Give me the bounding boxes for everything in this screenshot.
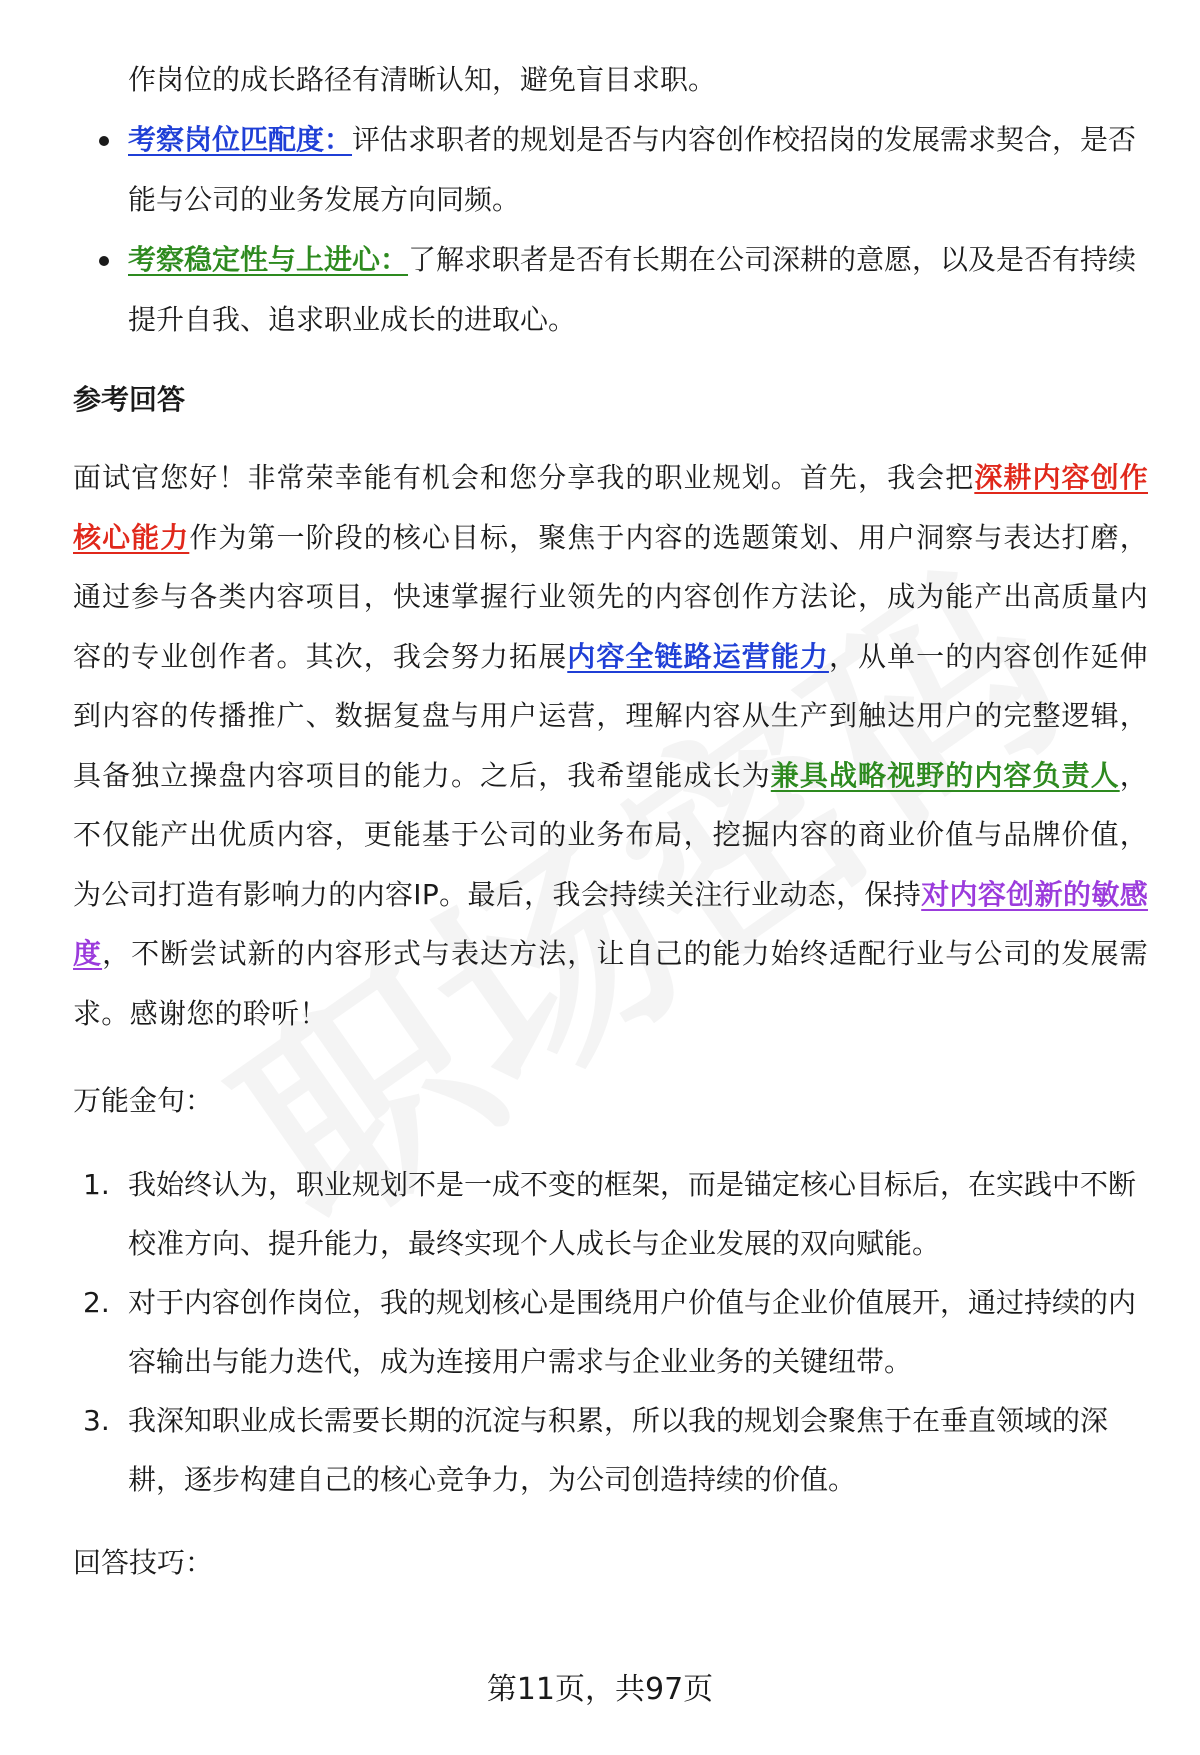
bullet-dot-icon [99,136,109,146]
tips-label: 回答技巧： [73,1546,214,1579]
document-body [73,50,1148,1593]
continuation-text: 作岗位的成长路径有清晰认知，避免盲目求职。 [128,63,717,96]
section-title: 参考回答 [73,383,186,416]
bullet-dot-icon [99,256,109,266]
list-item [73,230,1148,350]
golden-sentences-list [73,1155,1148,1509]
highlight-leader: 兼具战略视野的内容负责人 [770,758,1120,792]
list-item-text: 对于内容创作岗位，我的规划核心是围绕用户价值与企业价值展开，通过持续的内容输出与能力迭代，成为连接用户需求与企业业务的关键纽带。 [128,1286,1137,1378]
highlight-operation-ability: 内容全链路运营能力 [567,639,829,673]
reference-answer [73,448,1148,1043]
answer-text: 作为第一阶段的核心目标，聚焦于内容的选题策划、用户洞察与表达打磨，通过参与各类内容项目，快速掌握行业领先的内容创作方法论，成为能产出高质量内容的专业创作者。其次，我会努力拓展 [73,520,1149,673]
answer-text: ，不断尝试新的内容形式与表达方法，让自己的能力始终适配行业与公司的发展需求。感谢您的聆听！ [73,937,1148,1030]
bullet-key: 考察稳定性与上进心： [128,243,409,276]
highlight-innovation: 对内容创新的敏感度 [73,877,1148,970]
bullet-list [73,110,1148,350]
list-item-text: 我深知职业成长需要长期的沉淀与积累，所以我的规划会聚焦于在垂直领域的深耕，逐步构建自己的核心竞争力，为公司创造持续的价值。 [128,1404,1109,1496]
list-item [73,1155,1148,1273]
answer-text: ，从单一的内容创作延伸到内容的传播推广、数据复盘与用户运营，理解内容从生产到触达用户的完整逻辑，具备独立操盘内容项目的能力。之后，我希望能成长为 [73,639,1148,792]
list-number: 1. [83,1168,110,1201]
answer-text: 面试官您好！非常荣幸能有机会和您分享我的职业规划。首先，我会把 [73,461,975,494]
highlight-core-ability: 深耕内容创作核心能力 [73,461,1148,554]
bullet-key: 考察岗位匹配度： [128,123,353,156]
list-item [73,1391,1148,1509]
list-number: 2. [83,1286,110,1319]
list-item [73,1273,1148,1391]
list-number: 3. [83,1404,110,1437]
golden-sentences-label: 万能金句： [73,1084,214,1117]
bullet-text: 了解求职者是否有长期在公司深耕的意愿，以及是否有持续提升自我、追求职业成长的进取心。 [128,243,1137,336]
list-item [73,110,1148,230]
answer-text: ，不仅能产出优质内容，更能基于公司的业务布局，挖掘内容的商业价值与品牌价值，为公司打造有影响力的内容IP。最后，我会持续关注行业动态，保持 [73,758,1149,911]
bullet-text: 评估求职者的规划是否与内容创作校招岗的发展需求契合，是否能与公司的业务发展方向同频。 [128,123,1137,216]
list-item-text: 我始终认为，职业规划不是一成不变的框架，而是锚定核心目标后，在实践中不断校准方向、提升能力，最终实现个人成长与企业发展的双向赋能。 [128,1168,1137,1260]
page-footer: 第11页，共97页 [486,1672,714,1707]
